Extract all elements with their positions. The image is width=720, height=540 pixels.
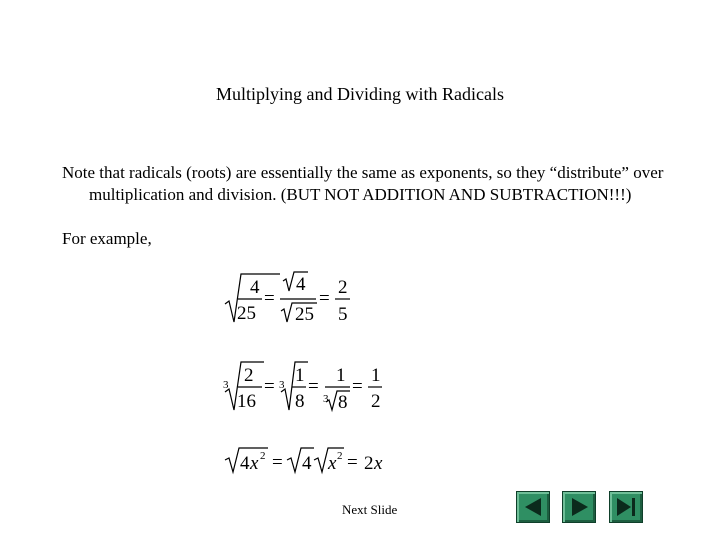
- eq2-rhs-denominator: 2: [371, 391, 381, 412]
- previous-slide-button[interactable]: [516, 491, 550, 523]
- eq3-rhs-variable: x: [374, 453, 383, 474]
- equation-product-sqrt: [222, 441, 392, 475]
- eq3-lhs-coefficient: 4: [240, 453, 250, 474]
- next-slide-link[interactable]: Next Slide: [342, 502, 398, 517]
- eq2-lhs-denominator: 16: [237, 391, 256, 412]
- eq1-rhs-numerator: 2: [338, 277, 348, 298]
- eq1-mid-numerator: 4: [296, 274, 306, 295]
- eq2-index-2: 3: [279, 379, 285, 391]
- equation-quotient-sqrt: [222, 270, 372, 326]
- eq2-equals-1: =: [264, 376, 275, 397]
- eq3-rhs-coefficient: 2: [364, 453, 374, 474]
- eq2-index-3: 3: [323, 393, 329, 405]
- eq2-equals-3: =: [352, 376, 363, 397]
- eq2-mid-denominator: 8: [295, 391, 305, 412]
- eq2-rhs-numerator: 1: [371, 365, 381, 386]
- eq3-mid-variable: x: [328, 453, 337, 474]
- triangle-left-icon: [517, 492, 549, 522]
- eq2-frac-numerator: 1: [336, 365, 346, 386]
- triangle-right-icon: [563, 492, 595, 522]
- eq3-equals-1: =: [272, 452, 283, 473]
- eq3-lhs-variable: x: [250, 453, 259, 474]
- eq1-equals-2: =: [319, 288, 330, 309]
- last-slide-button[interactable]: [609, 491, 643, 523]
- equation-quotient-cbrt: [222, 358, 392, 414]
- example-label: For example,: [62, 229, 152, 248]
- eq3-mid-exponent: 2: [337, 450, 343, 462]
- next-slide-button[interactable]: [562, 491, 596, 523]
- eq1-lhs-numerator: 4: [250, 277, 260, 298]
- eq2-mid-numerator: 1: [295, 365, 305, 386]
- eq2-index-1: 3: [223, 379, 229, 391]
- eq2-lhs-numerator: 2: [244, 365, 254, 386]
- eq3-lhs-exponent: 2: [260, 450, 266, 462]
- eq1-mid-denominator: 25: [295, 304, 314, 325]
- intro-paragraph: Note that radicals (roots) are essentially the same as exponents, so they “distribute” over multiplication and division. (BUT NOT ADDITION AND SUBTRACTION!!!): [62, 163, 664, 204]
- eq1-equals-1: =: [264, 288, 275, 309]
- eq2-equals-2: =: [308, 376, 319, 397]
- eq1-lhs-denominator: 25: [237, 303, 256, 324]
- eq2-frac-denominator: 8: [338, 392, 348, 413]
- slide-title: Multiplying and Dividing with Radicals: [216, 84, 504, 104]
- eq1-rhs-denominator: 5: [338, 304, 348, 325]
- eq3-mid-constant: 4: [302, 453, 312, 474]
- eq3-equals-2: =: [347, 452, 358, 473]
- skip-to-end-icon: [610, 492, 642, 522]
